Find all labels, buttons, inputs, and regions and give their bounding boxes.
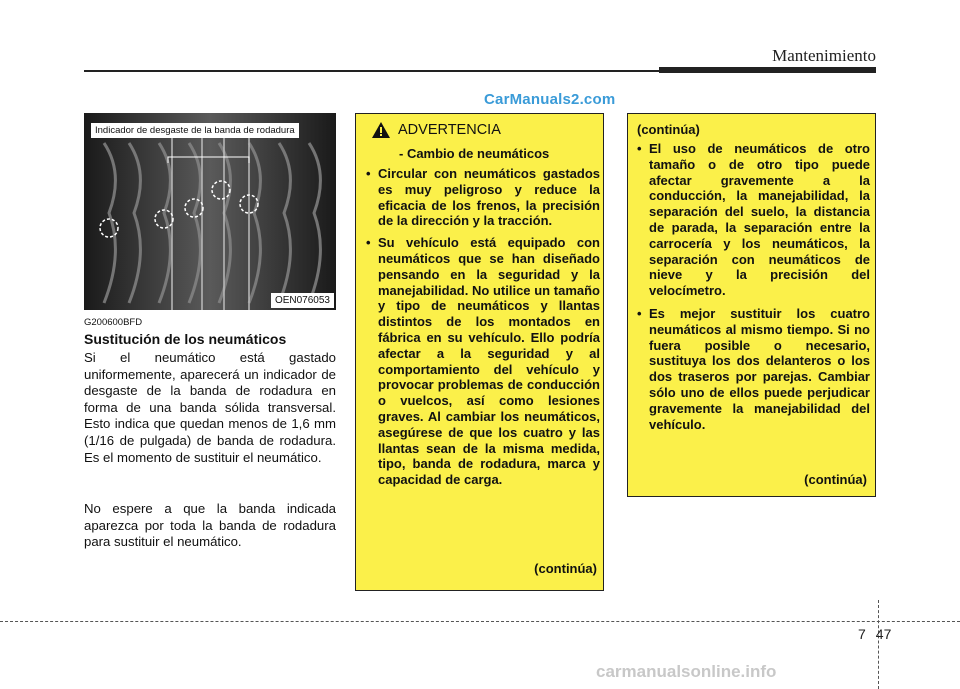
continued-warning-box: [627, 113, 876, 497]
header-rule: [84, 70, 659, 72]
figure-code: OEN076053: [271, 293, 334, 308]
continued-list: [637, 141, 870, 439]
body-paragraph-1: Si el neumático está gastado uniformemente, aparecerá un indicador de desgaste de la banda de rodadura en forma de una banda sólida transversal. Esto indica que quedan menos de 1,6 mm (1/16 de pulgada) de banda de rodadura. Es el momento de sustituir el neumático.: [84, 350, 336, 465]
tread-indicator-label: Indicador de desgaste de la banda de rodadura: [91, 123, 299, 138]
warning-item: • Circular con neumáticos gastados es muy peligroso y reduce la eficacia de los frenos, la precisión de la dirección y la tracción.: [366, 166, 600, 229]
continued-continues: (continúa): [804, 472, 867, 487]
footer-dashed-divider: [878, 600, 879, 689]
continued-item: • El uso de neumáticos de otro tamaño o de otro tipo puede afectar gravemente a la conducción, la manejabilidad, la separación del suelo, la distancia de parada, la separación entre la carrocería y los neumáticos, la separación con neumáticos de nieve y la precisión del velocímetro.: [637, 141, 870, 299]
warning-triangle-icon: [372, 122, 390, 138]
tire-tread-figure: [84, 113, 336, 310]
page-header-title: Mantenimiento: [772, 46, 876, 65]
continued-heading: (continúa): [637, 122, 700, 137]
warning-header: [372, 122, 501, 138]
chapter-number: 7: [858, 626, 866, 642]
warning-subtitle: - Cambio de neumáticos: [399, 146, 550, 161]
continued-item: • Es mejor sustituir los cuatro neumáticos al mismo tiempo. Si no fuera posible o necesario, sustituya los dos delanteros o los dos traseros por parejas. Cambiar sólo uno de ellos puede perjudicar gravemente la manejabilidad del vehículo.: [637, 306, 870, 432]
header-rule-accent: [659, 67, 876, 73]
warning-continues: (continúa): [534, 561, 597, 576]
body-paragraph-2: No espere a que la banda indicada aparezca por toda la banda de rodadura para sustituir el neumático.: [84, 501, 336, 550]
watermark-bottom: carmanualsonline.info: [596, 662, 777, 681]
warning-item: • Su vehículo está equipado con neumáticos que se han diseñado pensando en la seguridad y la manejabilidad. No utilice un tamaño y tipo de neumáticos y llantas distintos de los montados en fábrica en su vehículo. Ello podría afectar a la seguridad y al comportamiento del vehículo y provocar problemas de conducción o vuelcos, así como lesiones graves. Al cambiar los neumáticos, asegúrese de que los cuatro y las llantas sean de la misma medida, tipo, banda de rodadura, marca y capacidad de carga.: [366, 235, 600, 488]
warning-list: [366, 166, 600, 494]
warning-box: [355, 113, 604, 591]
footer-dashed-rule: [0, 621, 960, 622]
section-code: G200600BFD: [84, 317, 143, 328]
page-number-value: 47: [875, 626, 892, 642]
page-number: [858, 626, 891, 642]
warning-title: ADVERTENCIA: [398, 122, 501, 138]
tire-tread-illustration: [84, 113, 336, 310]
watermark-link[interactable]: CarManuals2.com: [484, 91, 616, 108]
section-title: Sustitución de los neumáticos: [84, 331, 287, 347]
